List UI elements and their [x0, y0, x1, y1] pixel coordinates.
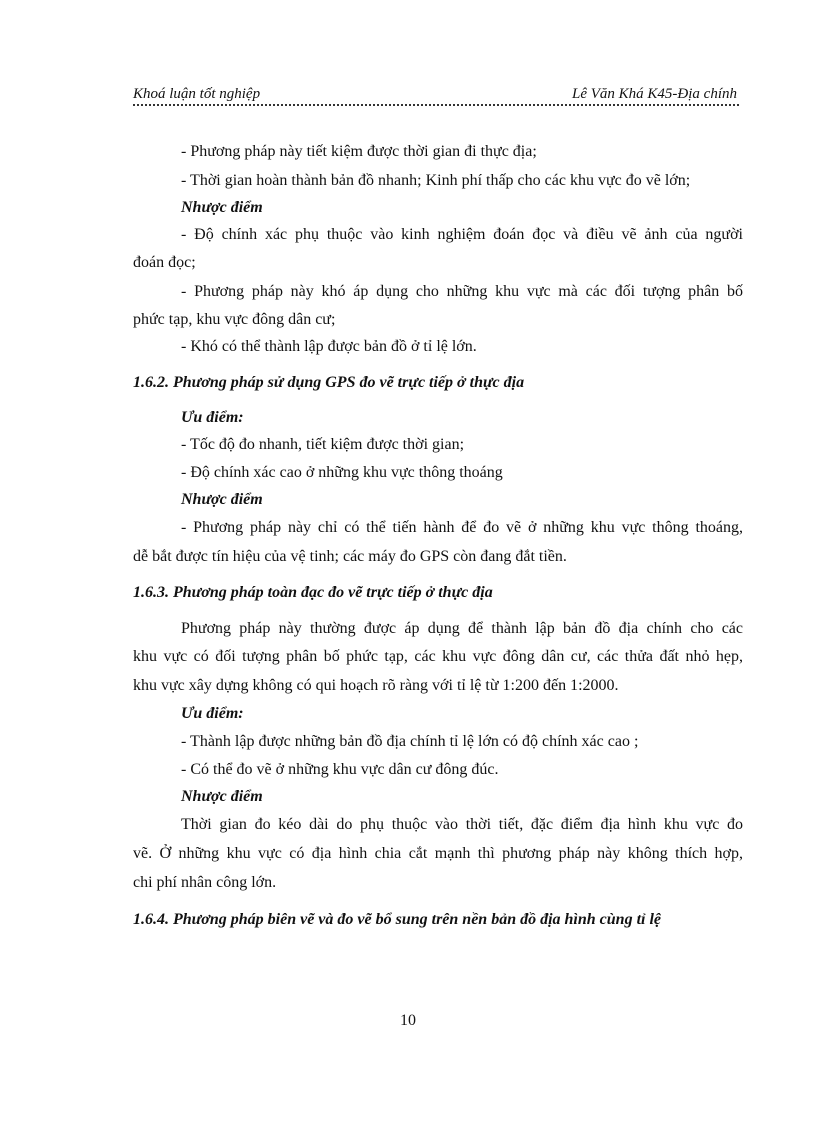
subheading-disadvantages: Nhược điểm [181, 199, 263, 216]
subheading-advantages: Ưu điểm: [181, 409, 244, 426]
text-line: - Phương pháp này tiết kiệm được thời gian đi thực địa; [181, 143, 537, 160]
text-line: vẽ. Ở những khu vực có địa hình chia cắt mạnh thì phương pháp này không thích hợp, [133, 845, 743, 862]
text-line: dễ bắt được tín hiệu của vệ tinh; các máy đo GPS còn đang đắt tiền. [133, 548, 567, 565]
text-line: khu vực có đối tượng phân bố phức tạp, các khu vực đông dân cư, các thửa đất nhỏ hẹp, [133, 648, 743, 665]
subheading-disadvantages: Nhược điểm [181, 491, 263, 508]
text-line: Thời gian đo kéo dài do phụ thuộc vào thời tiết, đặc điểm địa hình khu vực đo [181, 816, 743, 833]
text-line: Phương pháp này thường được áp dụng để thành lập bản đồ địa chính cho các [181, 620, 743, 637]
text-line: đoán đọc; [133, 254, 196, 271]
section-heading-1-6-2: 1.6.2. Phương pháp sử dụng GPS đo vẽ trực tiếp ở thực địa [133, 374, 525, 391]
text-line: - Khó có thể thành lập được bản đồ ở tỉ lệ lớn. [181, 338, 477, 355]
header-thesis-title: Khoá luận tốt nghiệp [133, 86, 261, 102]
page-header [133, 84, 739, 106]
text-line: chi phí nhân công lớn. [133, 874, 277, 891]
header-author: Lê Văn Khá K45-Địa chính [572, 86, 737, 102]
text-line: - Thời gian hoàn thành bản đồ nhanh; Kinh phí thấp cho các khu vực đo vẽ lớn; [181, 172, 691, 189]
page-number: 10 [400, 1012, 416, 1029]
text-line: - Thành lập được những bản đồ địa chính tỉ lệ lớn có độ chính xác cao ; [181, 733, 639, 750]
subheading-advantages: Ưu điểm: [181, 705, 244, 722]
text-line: - Phương pháp này chỉ có thể tiến hành để đo vẽ ở những khu vực thông thoáng, [181, 519, 743, 536]
text-line: - Độ chính xác cao ở những khu vực thông thoáng [181, 464, 503, 481]
text-line: phức tạp, khu vực đông dân cư; [133, 311, 336, 328]
subheading-disadvantages: Nhược điểm [181, 788, 263, 805]
section-heading-1-6-4: 1.6.4. Phương pháp biên vẽ và đo vẽ bổ sung trên nền bản đồ địa hình cùng tỉ lệ [133, 911, 662, 928]
text-line: - Phương pháp này khó áp dụng cho những khu vực mà các đối tượng phân bố [181, 283, 743, 300]
text-line: - Độ chính xác phụ thuộc vào kinh nghiệm đoán đọc và điều vẽ ảnh của người [181, 226, 743, 243]
text-line: khu vực xây dựng không có qui hoạch rõ ràng với tỉ lệ từ 1:200 đến 1:2000. [133, 677, 619, 694]
text-line: - Tốc độ đo nhanh, tiết kiệm được thời gian; [181, 436, 465, 453]
text-line: - Có thể đo vẽ ở những khu vực dân cư đông đúc. [181, 761, 499, 778]
section-heading-1-6-3: 1.6.3. Phương pháp toàn đạc đo vẽ trực tiếp ở thực địa [133, 584, 493, 601]
